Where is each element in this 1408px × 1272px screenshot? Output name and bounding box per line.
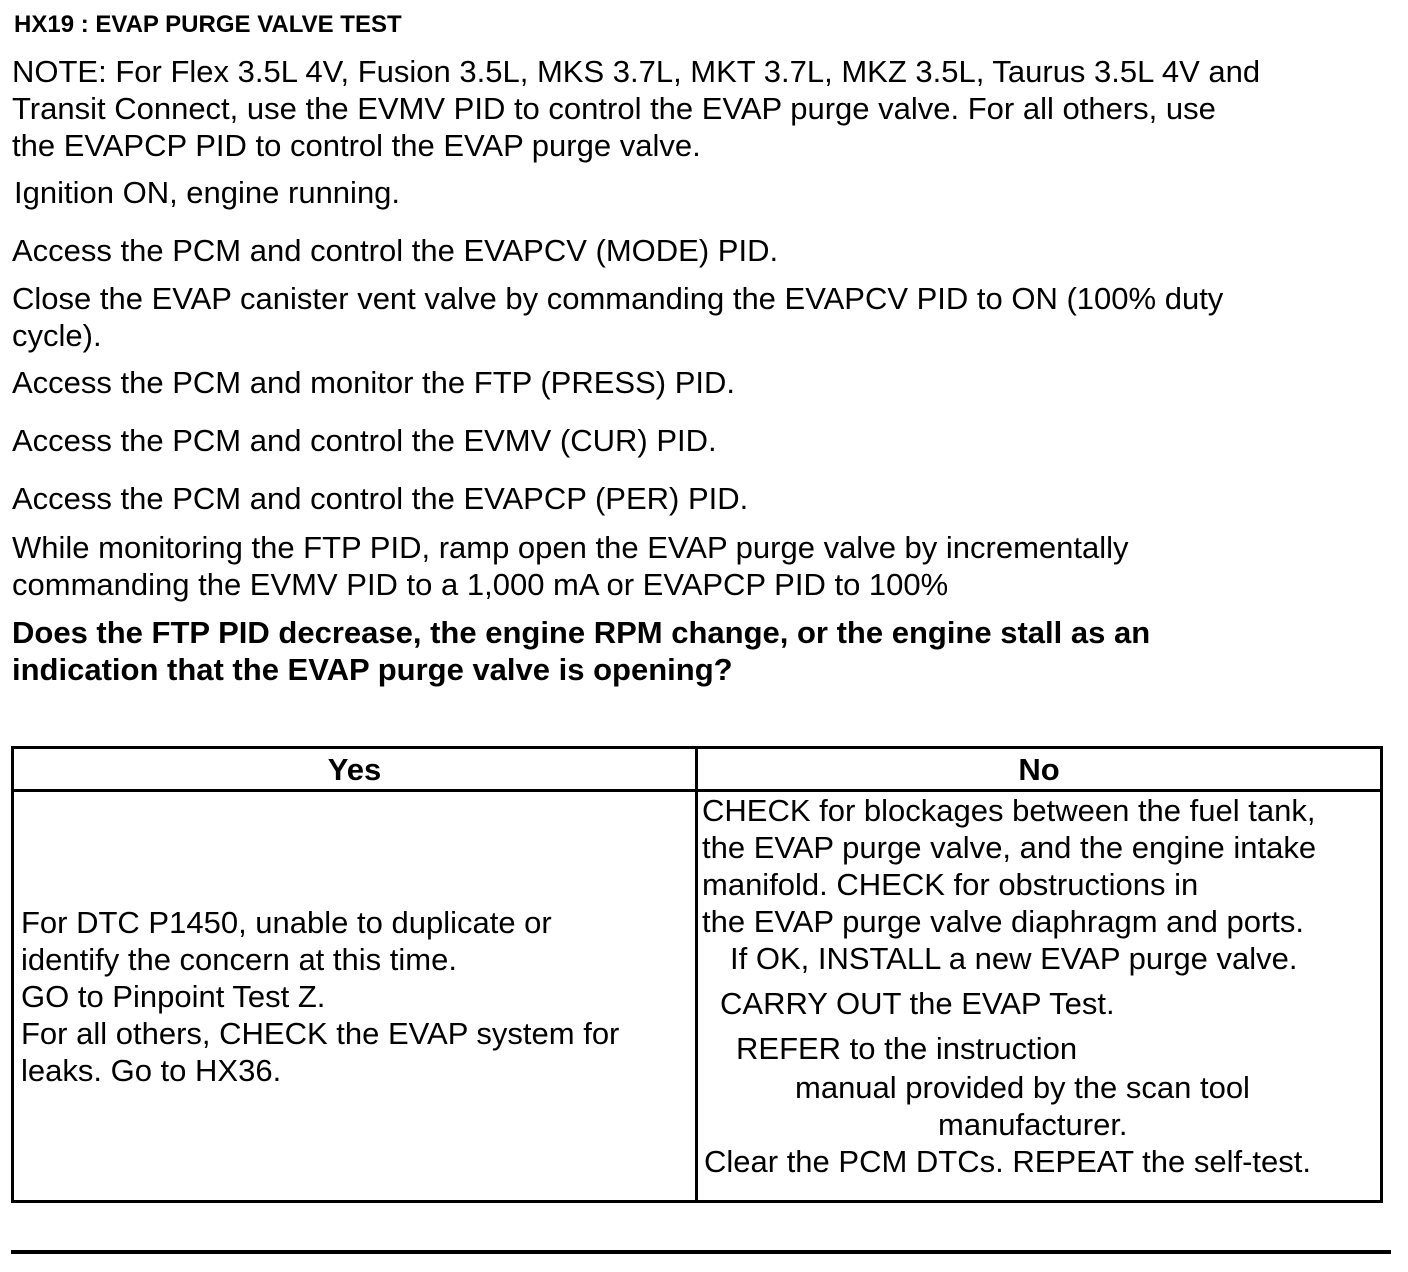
- question-line-1: Does the FTP PID decrease, the engine RPM change, or the engine stall as an: [12, 615, 1151, 650]
- no-header: No: [697, 748, 1382, 791]
- note-line-3: the EVAPCP PID to control the EVAP purge valve.: [12, 128, 701, 163]
- result-table-header-row: [13, 748, 1382, 791]
- no-line: CHECK for blockages between the fuel tank,: [702, 793, 1316, 828]
- no-line: REFER to the instruction: [736, 1031, 1078, 1066]
- bottom-divider: [11, 1250, 1391, 1254]
- yes-line: For DTC P1450, unable to duplicate or: [21, 904, 552, 940]
- no-cell: [697, 791, 1382, 1202]
- step-control-evmv: Access the PCM and control the EVMV (CUR) PID.: [12, 423, 717, 458]
- step-control-evapcp: Access the PCM and control the EVAPCP (PER) PID.: [12, 481, 749, 516]
- yes-cell: [13, 791, 697, 1202]
- yes-header: Yes: [13, 748, 697, 791]
- no-line: If OK, INSTALL a new EVAP purge valve.: [730, 941, 1298, 976]
- step-close-vent-line-2: cycle).: [12, 318, 102, 353]
- step-ignition: Ignition ON, engine running.: [14, 175, 401, 210]
- yes-line: leaks. Go to HX36.: [21, 1052, 282, 1088]
- result-table-body-row: [13, 791, 1382, 1202]
- note-line-1: NOTE: For Flex 3.5L 4V, Fusion 3.5L, MKS 3.7L, MKT 3.7L, MKZ 3.5L, Taurus 3.5L 4V and: [12, 54, 1261, 89]
- no-line: Clear the PCM DTCs. REPEAT the self-test.: [704, 1144, 1311, 1179]
- step-monitor-ftp: Access the PCM and monitor the FTP (PRESS) PID.: [12, 365, 736, 400]
- no-line: the EVAP purge valve, and the engine intake: [702, 830, 1317, 865]
- page-title: HX19 : EVAP PURGE VALVE TEST: [14, 11, 402, 38]
- no-line: the EVAP purge valve diaphragm and ports.: [702, 904, 1305, 939]
- note-line-2: Transit Connect, use the EVMV PID to control the EVAP purge valve. For all others, use: [12, 91, 1216, 126]
- step-close-vent-line-1: Close the EVAP canister vent valve by commanding the EVAPCV PID to ON (100% duty: [12, 281, 1224, 316]
- result-table: [11, 746, 1383, 1203]
- yes-line: For all others, CHECK the EVAP system for: [21, 1015, 620, 1051]
- yes-line: GO to Pinpoint Test Z.: [21, 978, 326, 1014]
- step-ramp-line-1: While monitoring the FTP PID, ramp open the EVAP purge valve by incrementally: [12, 530, 1129, 565]
- no-line: manifold. CHECK for obstructions in: [702, 867, 1199, 902]
- no-line: manufacturer.: [938, 1107, 1128, 1142]
- step-ramp-line-2: commanding the EVMV PID to a 1,000 mA or EVAPCP PID to 100%: [12, 567, 949, 602]
- yes-line: identify the concern at this time.: [21, 941, 457, 977]
- no-line: CARRY OUT the EVAP Test.: [720, 986, 1115, 1021]
- no-line: manual provided by the scan tool: [795, 1070, 1250, 1105]
- step-control-evapcv: Access the PCM and control the EVAPCV (MODE) PID.: [12, 233, 779, 268]
- question-line-2: indication that the EVAP purge valve is opening?: [12, 652, 733, 687]
